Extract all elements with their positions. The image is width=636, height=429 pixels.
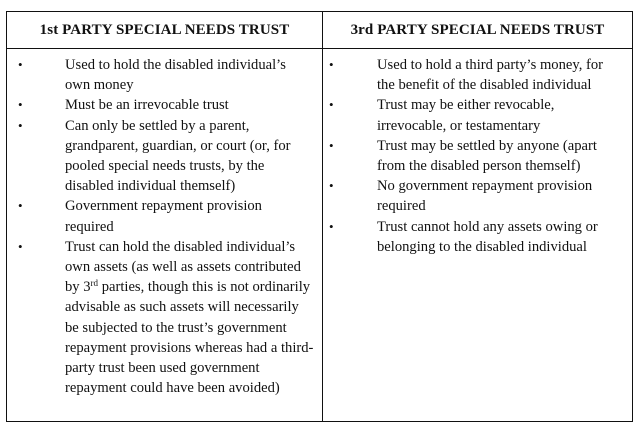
list-item-text: Must be an irrevocable trust [65, 97, 229, 114]
bullet-icon: • [329, 57, 334, 72]
bullet-icon: • [329, 97, 334, 113]
bullet-icon: • [329, 218, 334, 234]
bullet-icon: • [18, 198, 23, 214]
list-item-text: No government repayment provision required [377, 178, 593, 215]
bullet-icon: • [18, 117, 23, 133]
list-item-text: Trust may be either revocable, irrevocable, or testamentary [377, 97, 555, 134]
list-item [7, 55, 322, 95]
header-divider [7, 48, 632, 49]
list-item-text: Trust may be settled by anyone (apart from the disabled person themself) [377, 137, 597, 175]
list-item-text: Government repayment provision required [65, 198, 262, 235]
bullet-icon: • [18, 238, 23, 254]
list-item [7, 237, 322, 399]
bullet-icon: • [329, 137, 334, 153]
trust-comparison-table [6, 11, 633, 422]
list-item [323, 136, 632, 176]
list-item [323, 55, 632, 95]
list-item-text: Used to hold the disabled individual’s own money [65, 57, 286, 94]
first-party-column [7, 55, 322, 398]
third-party-column [323, 55, 632, 257]
list-item [7, 95, 322, 115]
list-item [7, 116, 322, 197]
list-item-text: Trust cannot hold any assets owing or belonging to the disabled individual [377, 218, 598, 255]
bullet-icon: • [18, 57, 23, 72]
list-item [323, 176, 632, 216]
bullet-icon: • [329, 178, 334, 194]
list-item [7, 196, 322, 236]
list-item [323, 217, 632, 257]
bullet-icon: • [18, 97, 23, 113]
list-item-text: Trust can hold the disabled individual’s own assets (as well as assets contributed by 3rd parties, though this is not ordinarily advisable as such assets will necessarily be subjected to the trust’s government repayment provisions whereas had a third-party trust been used government repayment could have been avoided) [65, 238, 314, 397]
first-party-header: 1st PARTY SPECIAL NEEDS TRUST [39, 22, 290, 38]
list-item-text: Can only be settled by a parent, grandparent, guardian, or court (or, for pooled special needs trusts, by the disabled individual themself) [65, 117, 291, 195]
list-item-text: Used to hold a third party’s money, for the benefit of the disabled individual [377, 57, 604, 94]
list-item [323, 95, 632, 135]
third-party-header: 3rd PARTY SPECIAL NEEDS TRUST [350, 22, 605, 38]
